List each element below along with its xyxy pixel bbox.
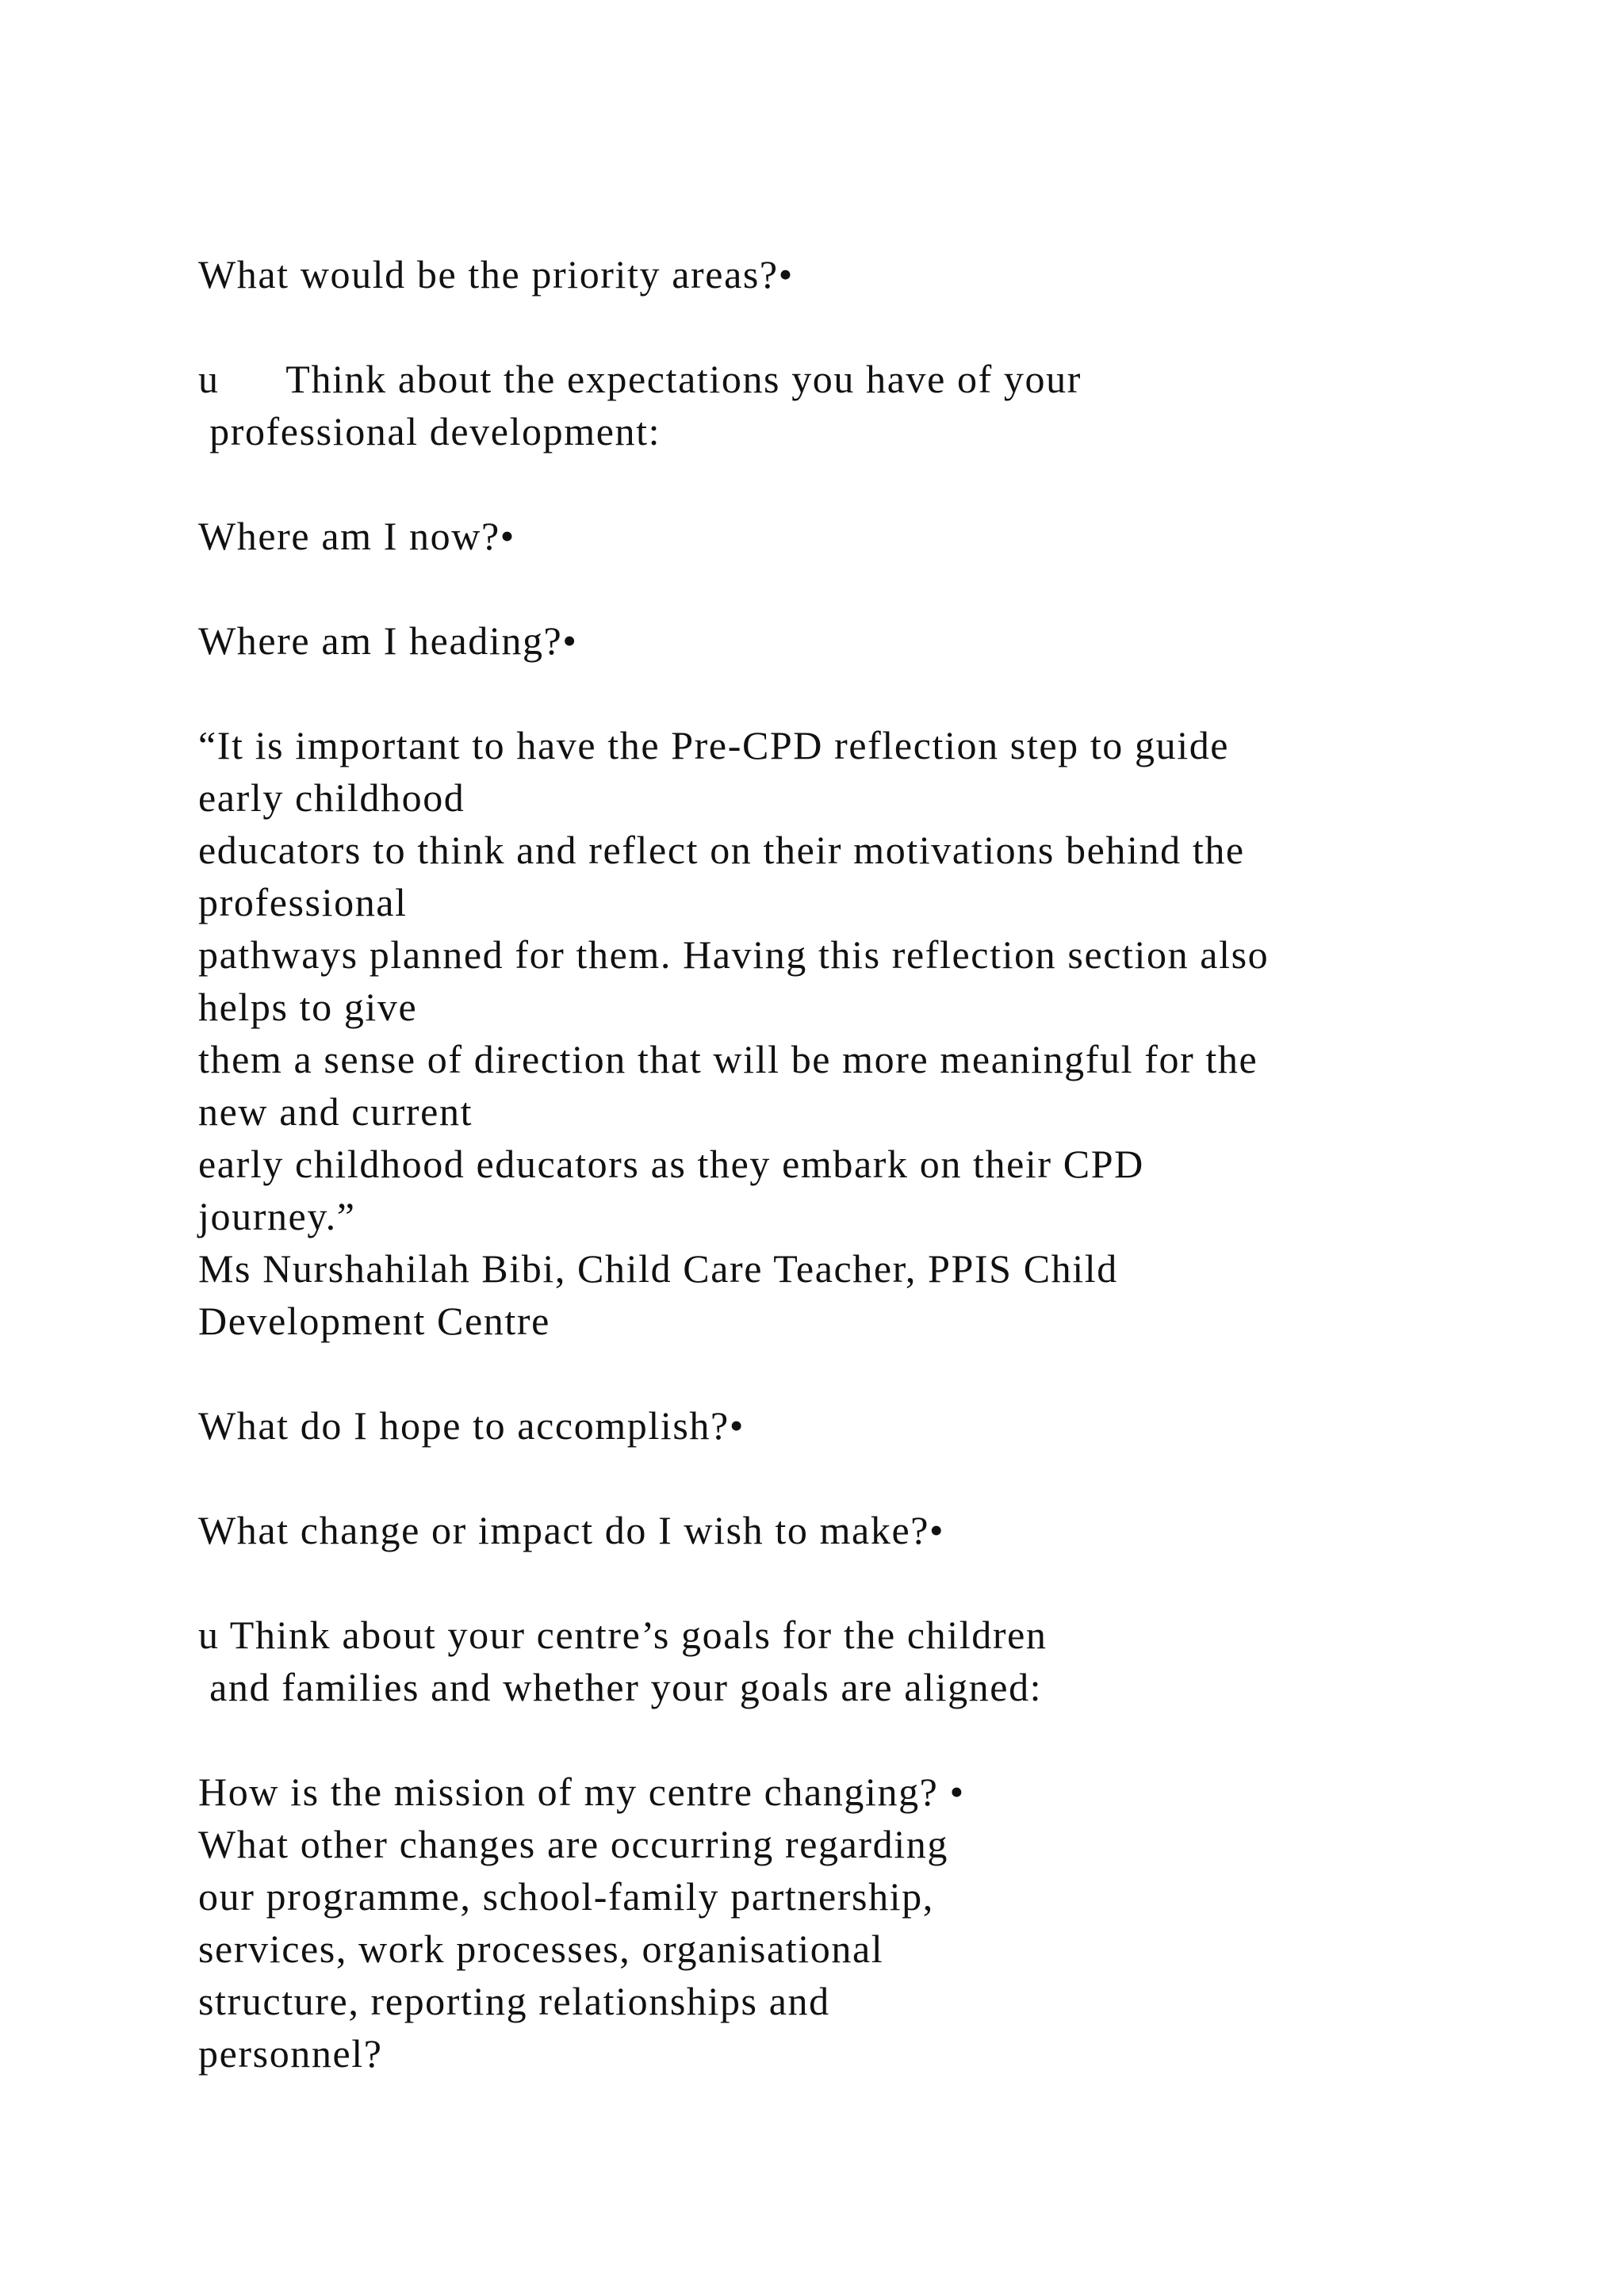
text-line-professional-development: professional development: — [198, 409, 661, 453]
text-line-programme: our programme, school-family partnership, — [198, 1874, 934, 1919]
blank-line — [198, 300, 1546, 353]
text-line-structure: structure, reporting relationships and — [198, 1979, 830, 2023]
quote-line-2: early childhood — [198, 775, 465, 820]
blank-line — [198, 1556, 1546, 1609]
document-text — [198, 248, 1546, 2080]
quote-line-1: “It is important to have the Pre-CPD reflection step to guide — [198, 723, 1230, 767]
quote-line-8: new and current — [198, 1089, 473, 1134]
quote-line-4: professional — [198, 880, 408, 924]
text-line-priority-areas: What would be the priority areas?• — [198, 252, 794, 297]
text-line-where-now: Where am I now?• — [198, 514, 515, 558]
text-line-other-changes: What other changes are occurring regarding — [198, 1822, 948, 1866]
text-line-where-heading: Where am I heading?• — [198, 618, 578, 663]
text-line-mission: How is the mission of my centre changing? • — [198, 1770, 965, 1814]
text-line-accomplish: What do I hope to accomplish?• — [198, 1403, 745, 1448]
blank-line — [198, 562, 1546, 614]
text-line-services: services, work processes, organisational — [198, 1927, 884, 1971]
blank-line — [198, 457, 1546, 510]
blank-line — [198, 1713, 1546, 1766]
blank-line — [198, 1347, 1546, 1399]
quote-attribution-line-1: Ms Nurshahilah Bibi, Child Care Teacher, PPIS Child — [198, 1246, 1118, 1291]
quote-line-6: helps to give — [198, 985, 418, 1029]
quote-line-9: early childhood educators as they embark on their CPD — [198, 1142, 1144, 1186]
text-line-expectations: u Think about the expectations you have of your — [198, 357, 1082, 401]
quote-line-3: educators to think and reflect on their motivations behind the — [198, 828, 1245, 872]
text-line-families-goals: and families and whether your goals are aligned: — [198, 1665, 1043, 1709]
quote-line-7: them a sense of direction that will be more meaningful for the — [198, 1037, 1258, 1081]
text-line-centre-goals: u Think about your centre’s goals for the children — [198, 1613, 1048, 1657]
blank-line — [198, 667, 1546, 719]
text-line-personnel: personnel? — [198, 2031, 383, 2076]
quote-line-10: journey.” — [198, 1194, 356, 1238]
quote-attribution-line-2: Development Centre — [198, 1299, 550, 1343]
text-line-change-impact: What change or impact do I wish to make?• — [198, 1508, 945, 1552]
quote-line-5: pathways planned for them. Having this reflection section also — [198, 932, 1270, 977]
blank-line — [198, 1452, 1546, 1504]
